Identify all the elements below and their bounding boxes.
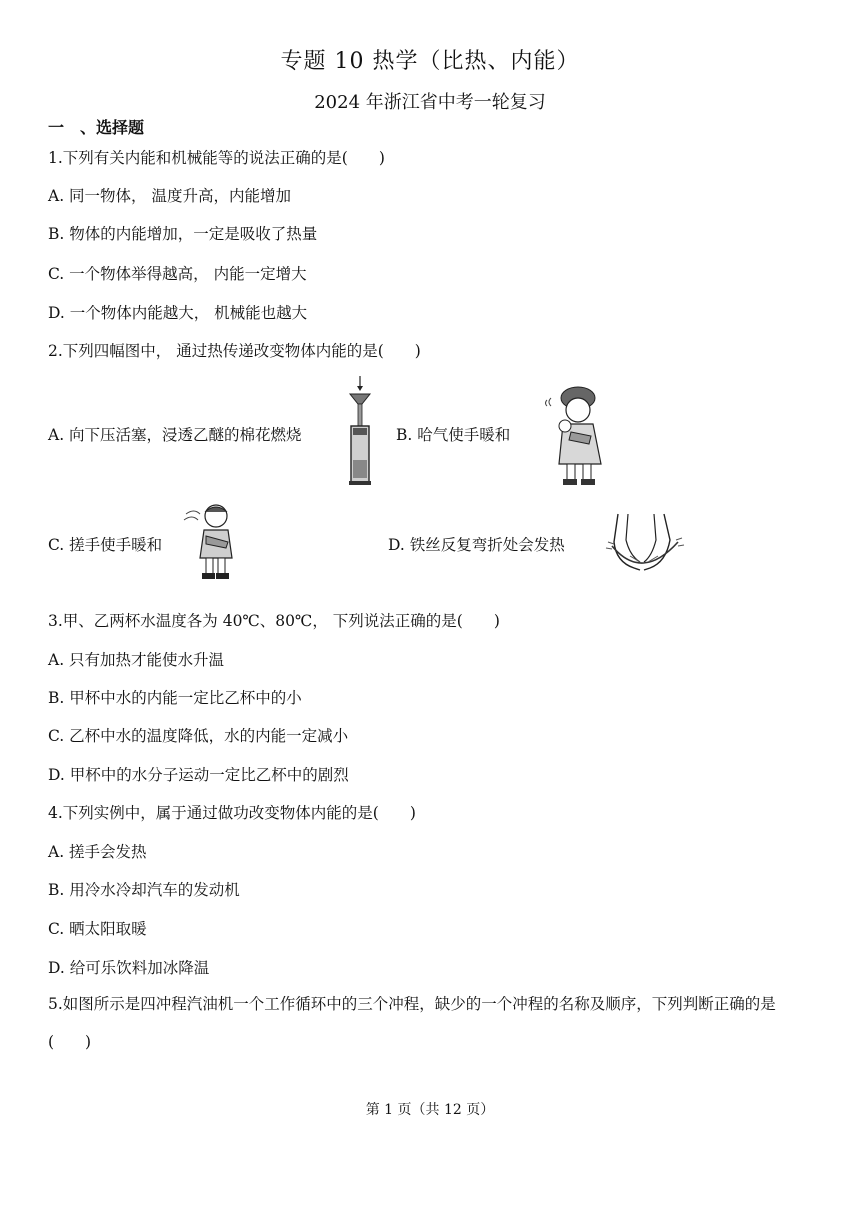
question-1-stem: 1.下列有关内能和机械能等的说法正确的是( ): [48, 149, 385, 167]
question-2-option-a: A. 向下压活塞，浸透乙醚的棉花燃烧: [48, 426, 302, 444]
question-1-option-c: C. 一个物体举得越高， 内能一定增大: [48, 265, 307, 283]
question-4-option-d: D. 给可乐饮料加冰降温: [48, 959, 210, 977]
hands-bending-wire-figure: [604, 512, 686, 584]
question-4-option-c: C. 晒太阳取暖: [48, 920, 147, 938]
question-5-stem: 5.如图所示是四冲程汽油机一个工作循环中的三个冲程，缺少的一个冲程的名称及顺序，下列判断正确的是( ): [48, 995, 776, 1051]
question-3-option-a: A. 只有加热才能使水升温: [48, 651, 225, 669]
question-3-option-b: B. 甲杯中水的内能一定比乙杯中的小: [48, 689, 302, 707]
person-breathing-on-hands-figure: [545, 384, 615, 488]
question-2-option-c: C. 搓手使手暖和: [48, 536, 163, 554]
question-2-stem: 2.下列四幅图中， 通过热传递改变物体内能的是( ): [48, 342, 421, 360]
question-4-option-a: A. 搓手会发热: [48, 843, 147, 861]
page-footer: 第 1 页（共 12 页）: [365, 1102, 495, 1118]
question-3-option-d: D. 甲杯中的水分子运动一定比乙杯中的剧烈: [48, 766, 349, 784]
question-2-option-d: D. 铁丝反复弯折处会发热: [388, 536, 565, 554]
page-title: 专题 10 热学（比热、内能）: [280, 49, 580, 74]
page-subtitle: 2024 年浙江省中考一轮复习: [314, 92, 546, 113]
question-3-option-c: C. 乙杯中水的温度降低，水的内能一定减小: [48, 727, 349, 745]
person-rubbing-hands-figure: [182, 500, 248, 582]
section-heading: 一 、选择题: [48, 118, 145, 137]
question-4-option-b: B. 用冷水冷却汽车的发动机: [48, 881, 240, 899]
piston-cylinder-figure: [340, 374, 380, 489]
question-4-stem: 4.下列实例中，属于通过做功改变物体内能的是( ): [48, 804, 416, 822]
question-3-stem: 3.甲、乙两杯水温度各为 40℃、80℃， 下列说法正确的是( ): [48, 612, 500, 630]
question-1-option-d: D. 一个物体内能越大， 机械能也越大: [48, 304, 308, 322]
question-2-option-b: B. 哈气使手暖和: [396, 426, 511, 444]
question-1-option-b: B. 物体的内能增加，一定是吸收了热量: [48, 225, 318, 243]
question-1-option-a: A. 同一物体， 温度升高，内能增加: [48, 187, 291, 205]
